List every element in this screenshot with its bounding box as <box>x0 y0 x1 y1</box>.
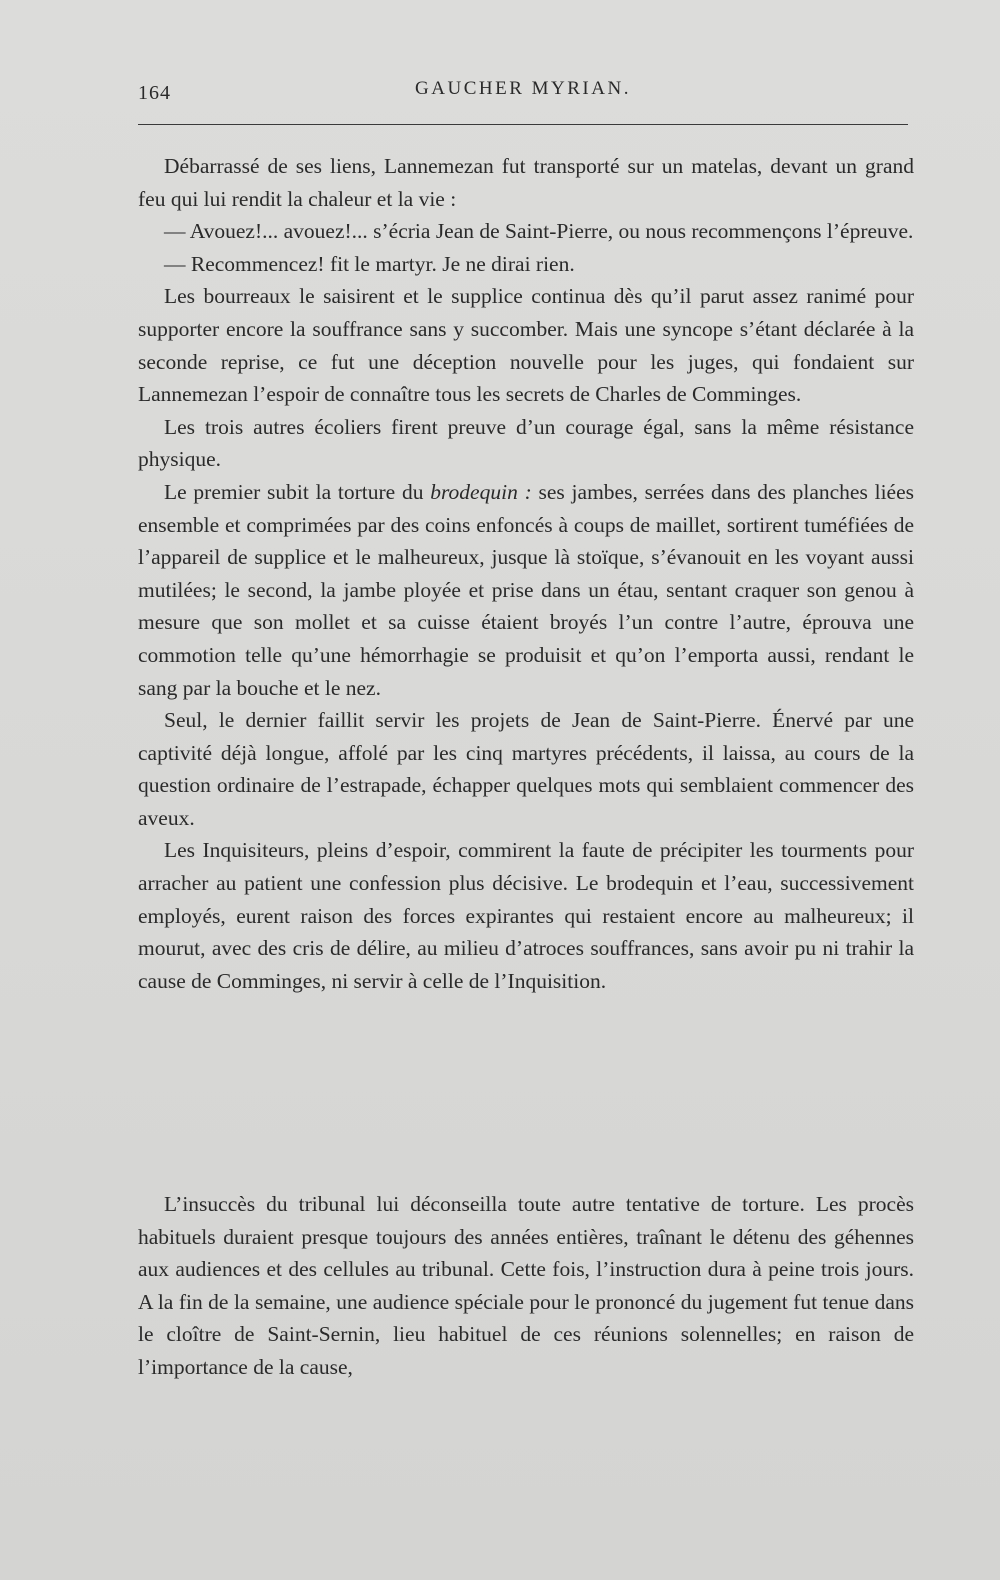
paragraph: L’insuccès du tribunal lui déconseilla toute autre tentative de torture. Les procès habituels duraient presque toujours des années entières, traînant le détenu des géhennes aux audiences et des cellules au tribunal. Cette fois, l’instruction dura à peine trois jours. A la fin de la semaine, une audience spéciale pour le prononcé du jugement fut tenue dans le cloître de Saint-Sernin, lieu habituel de ces réunions solennelles; en raison de l’importance de la cause, <box>138 1192 914 1379</box>
section-one <box>138 150 914 997</box>
paragraph: Les trois autres écoliers firent preuve d’un courage égal, sans la même résistance physique. <box>138 414 914 472</box>
paragraph: Les bourreaux le saisirent et le supplice continua dès qu’il parut assez ranimé pour supporter encore la souffrance sans y succomber. Mais une syncope s’étant déclarée à la seconde reprise, ce fut une déception nouvelle pour les juges, qui fondaient sur Lannemezan l’espoir de connaître tous les secrets de Charles de Comminges. <box>138 284 914 407</box>
header-rule <box>138 124 908 125</box>
section-two <box>138 1188 914 1384</box>
paragraph: — Avouez!... avouez!... s’écria Jean de Saint-Pierre, ou nous recommençons l’épreuve. <box>164 219 914 244</box>
paragraph: Seul, le dernier faillit servir les projets de Jean de Saint-Pierre. Énervé par une captivité déjà longue, affolé par les cinq martyres précédents, il laissa, au cours de la question ordinaire de l’estrapade, échapper quelques mots qui semblaient commencer des aveux. <box>138 708 914 830</box>
running-title: GAUCHER MYRIAN. <box>415 78 631 99</box>
page-number: 164 <box>138 82 171 104</box>
paragraph-text: Le premier subit la torture du <box>164 479 431 504</box>
paragraph: Débarrassé de ses liens, Lannemezan fut transporté sur un matelas, devant un grand feu qui lui rendit la chaleur et la vie : <box>138 154 914 211</box>
paragraph-brodequin <box>138 476 914 704</box>
running-head <box>138 78 908 108</box>
italic-term: brodequin : <box>430 479 532 504</box>
paragraph: Les Inquisiteurs, pleins d’espoir, commirent la faute de précipiter les tourments pour arracher au patient une confession plus décisive. Le brodequin et l’eau, successivement employés, eurent raison des forces expirantes qui restaient encore au malheureux; il mourut, avec des cris de délire, au milieu d’atroces souffrances, sans avoir pu ni trahir la cause de Comminges, ni servir à celle de l’Inquisition. <box>138 838 914 993</box>
paragraph: — Recommencez! fit le martyr. Je ne dirai rien. <box>164 251 575 276</box>
paragraph-text: ses jambes, serrées dans des planches liées ensemble et comprimées par des coins enfoncés à coups de maillet, sortirent tuméfiées de l’appareil de supplice et le malheureux, jusque là stoïque, s’évanouit en les voyant aussi mutilées; le second, la jambe ployée et prise dans un étau, sentant craquer son genou à mesure que son mollet et sa cuisse étaient broyés l’un contre l’autre, éprouva une commotion telle qu’une hémorrhagie se produisit et qu’on l’emporta aussi, rendant le sang par la bouche et le nez. <box>138 479 914 700</box>
